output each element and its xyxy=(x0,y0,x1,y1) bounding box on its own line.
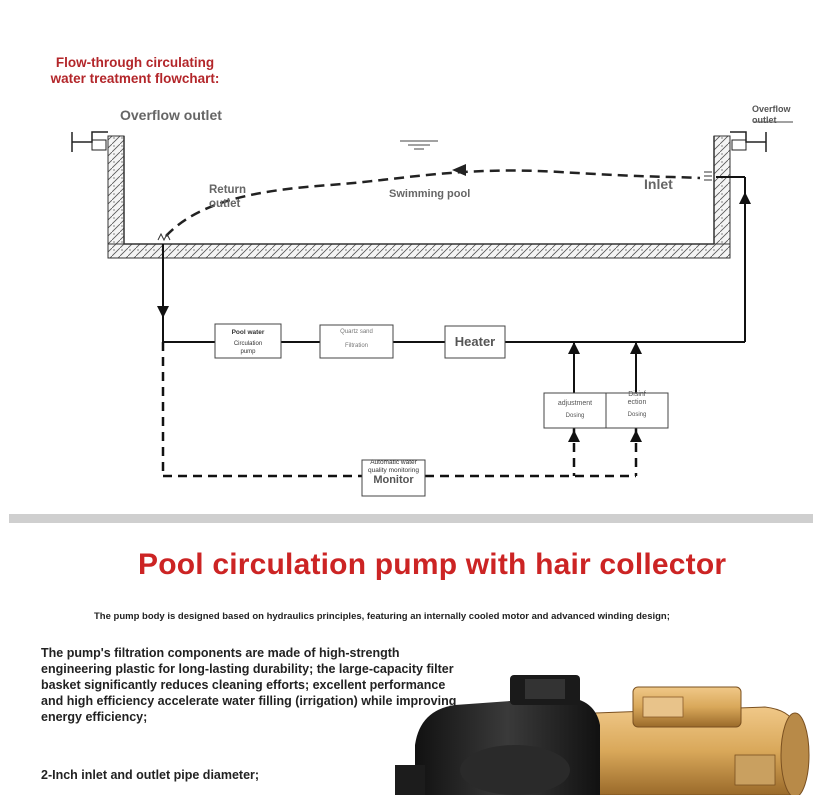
return-outlet-line1: Return xyxy=(209,184,247,196)
product-title: Pool circulation pump with hair collector xyxy=(138,548,727,581)
product-desc-1: The pump body is designed based on hydraulics principles, featuring an internally cooled motor and advanced winding design; xyxy=(94,611,670,622)
pool-right-wall xyxy=(714,136,730,246)
product-desc-3: 2-Inch inlet and outlet pipe diameter; xyxy=(41,768,260,782)
monitor-line3: Monitor xyxy=(373,474,414,486)
overflow-outlet-right-label xyxy=(752,104,791,126)
heater-label: Heater xyxy=(454,334,496,349)
monitor-line2: quality monitoring xyxy=(368,467,419,474)
monitor-box-label xyxy=(358,459,429,484)
pump-image xyxy=(395,675,813,795)
ph-box-line2: Dosing xyxy=(565,413,585,419)
pool-left-wall xyxy=(108,136,124,246)
pool-floor xyxy=(108,244,730,258)
sand-box-line1: Quartz sand xyxy=(340,329,373,335)
product-desc-2: The pump's filtration components are made of high-strength engineering plastic for long-lasting durability; the large-capacity filter basket significantly reduces cleaning efforts; excellent performance and high efficiency accelerate water filling (irrigation) while improving energy efficiency; xyxy=(41,646,457,724)
ph-box-label xyxy=(544,400,606,420)
dis-box-label xyxy=(606,391,668,419)
return-outlet-line2: outlet xyxy=(209,198,241,210)
ph-box-line1: adjustment xyxy=(557,400,593,407)
sand-box-line2: Filtration xyxy=(344,343,368,349)
sand-box-label xyxy=(320,328,393,350)
pump-box-line3: pump xyxy=(240,349,256,355)
overflow-right-line1: Overflow xyxy=(752,104,791,114)
pump-box-line1: Pool water xyxy=(231,329,265,336)
dis-box-line2: ection xyxy=(627,399,647,406)
monitor-line1: Automatic water xyxy=(370,459,417,466)
inlet-label: Inlet xyxy=(644,176,673,192)
dis-box-line3: Dosing xyxy=(627,412,647,418)
swimming-pool-label: Swimming pool xyxy=(389,188,471,200)
flowchart-title-line1: Flow-through circulating xyxy=(55,55,215,70)
pump-box-label xyxy=(215,329,281,356)
overflow-outlet-left-label: Overflow outlet xyxy=(120,107,222,123)
flowchart-title-line2: water treatment flowchart: xyxy=(50,71,220,86)
section-divider xyxy=(9,514,813,523)
dis-box-line1: Disinf xyxy=(628,391,646,398)
overflow-right-line2: outlet xyxy=(752,115,777,125)
pump-box-line2: Circulation xyxy=(233,341,263,347)
return-outlet-label xyxy=(209,183,246,211)
